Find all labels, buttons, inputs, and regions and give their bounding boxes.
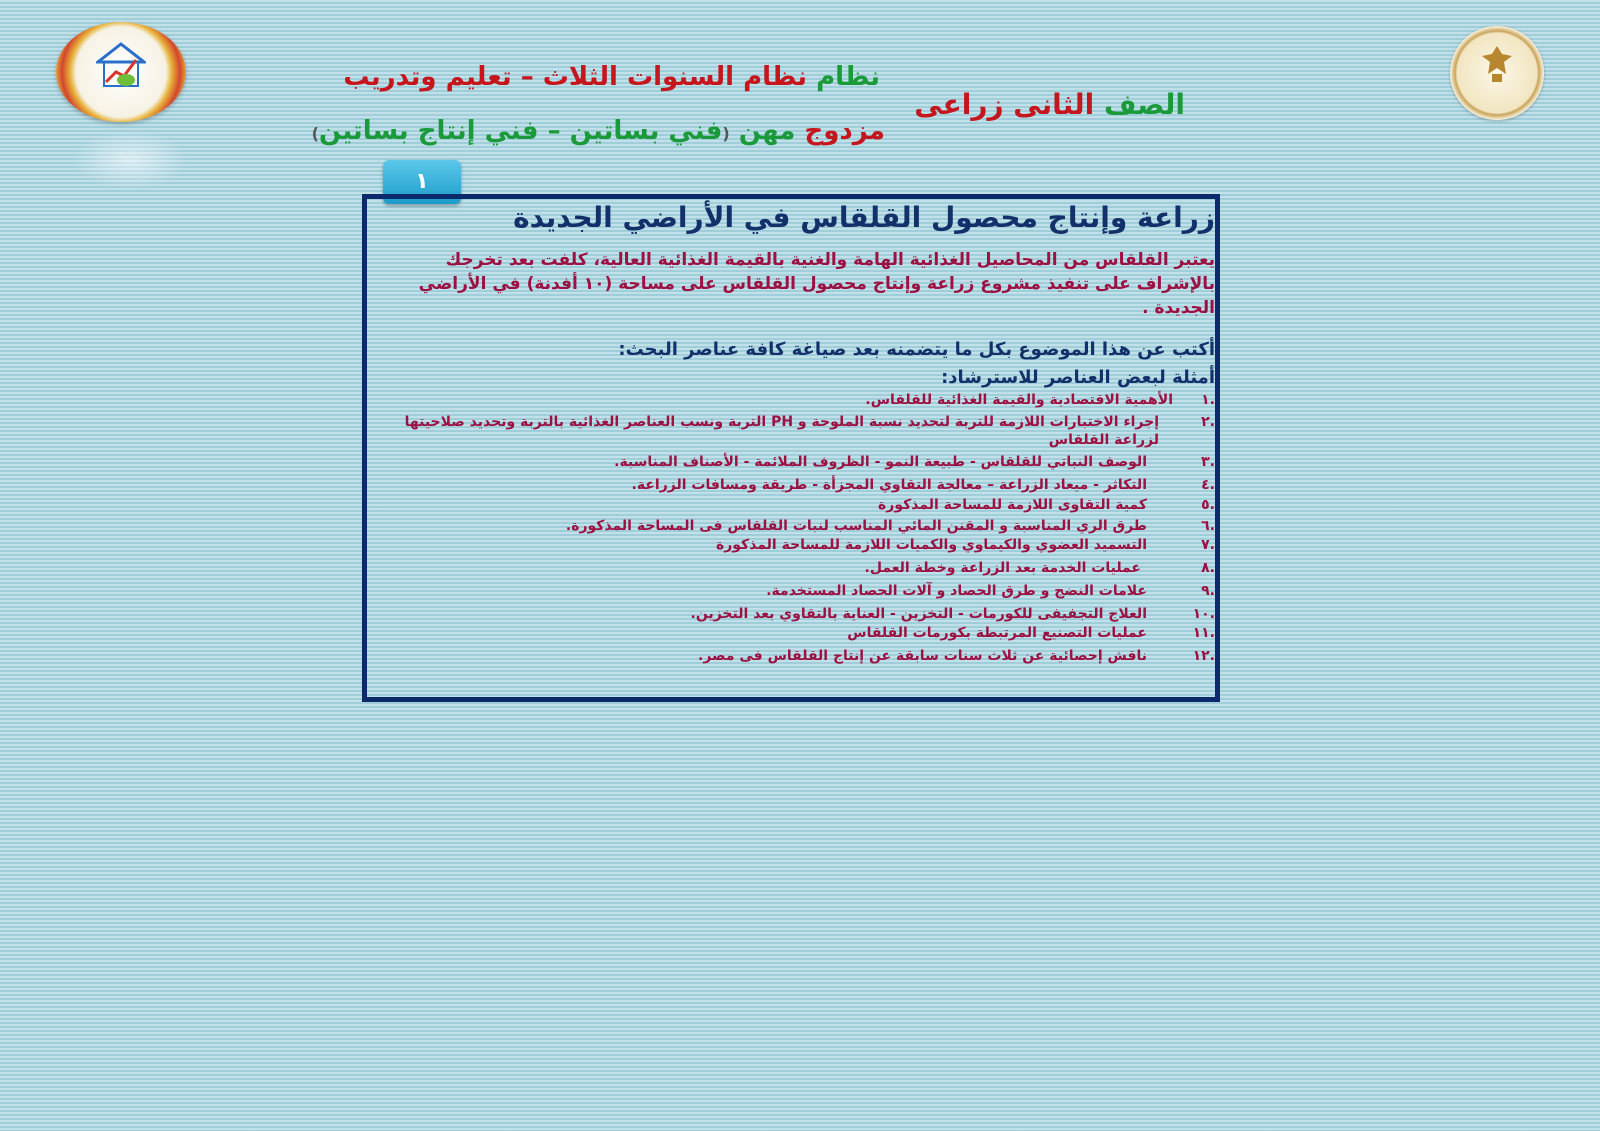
- item-text: كمية التقاوى اللازمة للمساحة المذكورة: [878, 497, 1147, 513]
- list-item: [380, 536, 1215, 554]
- item-text: إجراء الاختبارات اللازمة للتربة لتحديد نسبة الملوحة و PH التربة ونسب العناصر الغذائية بالتربة وتحديد صلاحيتها لزراعة القلقاس: [404, 414, 1159, 448]
- item-number: .٣: [1201, 454, 1215, 470]
- assignment-question: أكتب عن هذا الموضوع بكل ما يتضمنه بعد صياغة كافة عناصر البحث:: [618, 339, 1215, 360]
- list-item: [380, 624, 1215, 642]
- grade-name: الثانى زراعى: [914, 88, 1095, 121]
- list-item: [380, 517, 1215, 535]
- item-text: علامات النضج و طرق الحصاد و آلات الحصاد المستخدمة.: [766, 583, 1147, 599]
- paren-open: (: [722, 124, 730, 143]
- technical-education-logo-icon: [56, 22, 186, 122]
- list-item: [380, 496, 1215, 514]
- decorative-shadow: [70, 130, 190, 190]
- item-text: طرق الري المناسبة و المقنن المائي المناسب لنبات القلقاس فى المساحة المذكورة.: [565, 518, 1147, 534]
- professions-word: مهن: [738, 116, 796, 146]
- assignment-intro: يعتبر القلقاس من المحاصيل الغذائية الهامة والغنية بالقيمة الغذائية العالية، كلفت بعد تخرجك بالإشراف على تنفيذ مشروع زراعة وإنتاج محصول القلقاس على مساحة (١٠ أفدنة) في الأراضي الجديدة .: [418, 250, 1215, 318]
- item-text: عمليات الخدمة بعد الزراعة وخطة العمل.: [864, 560, 1141, 576]
- grade-word: الصف: [1103, 88, 1185, 121]
- elements-list: [380, 391, 1215, 665]
- assignment-title: زراعة وإنتاج محصول القلقاس في الأراضي الجديدة: [513, 201, 1215, 234]
- item-number: .١٢: [1192, 648, 1215, 664]
- specializations: فني بساتين – فني إنتاج بساتين: [318, 116, 723, 146]
- house-chart-icon: [96, 42, 146, 90]
- assignment-number-tab: ١: [383, 160, 461, 204]
- item-number: .٦: [1201, 518, 1215, 534]
- item-number: .٥: [1201, 497, 1215, 513]
- list-item: [380, 453, 1215, 471]
- item-text: الوصف النباتي للقلقاس - طبيعة النمو - الظروف الملائمة - الأصناف المناسبة.: [614, 454, 1147, 470]
- item-number: .٢: [1201, 414, 1215, 430]
- paren-close: ): [311, 124, 319, 143]
- item-text: التكاثر - ميعاد الزراعة – معالجة التقاوي المجزأة - طريقة ومسافات الزراعة.: [631, 477, 1147, 493]
- list-item: [380, 605, 1215, 623]
- grade-title: [914, 88, 1185, 121]
- item-number: .٨: [1201, 560, 1215, 576]
- item-text: ناقش إحصائية عن ثلاث سنات سابقة عن إنتاج القلقاس فى مصر.: [698, 648, 1147, 664]
- eagle-icon: [1480, 44, 1514, 84]
- examples-heading: أمثلة لبعض العناصر للاسترشاد:: [941, 367, 1215, 388]
- item-text: عمليات التصنيع المرتبطة بكورمات القلقاس: [847, 625, 1147, 641]
- list-item: [380, 413, 1215, 449]
- system-title-line-2: [311, 116, 885, 146]
- item-number: .٧: [1201, 537, 1215, 553]
- list-item: [380, 559, 1215, 577]
- system-word: نظام: [816, 62, 880, 92]
- item-text: العلاج التجفيفى للكورمات - التخزين - العناية بالتقاوي بعد التخزين.: [690, 606, 1147, 622]
- item-number: .١: [1201, 392, 1215, 408]
- item-text: التسميد العضوي والكيماوي والكميات اللازمة للمساحة المذكورة: [715, 537, 1147, 553]
- assignment-content: [380, 198, 1215, 665]
- ministry-of-education-seal-icon: [1450, 26, 1544, 120]
- list-item: [380, 476, 1215, 494]
- dual-word: مزدوج: [804, 116, 885, 146]
- item-number: .١٠: [1192, 606, 1215, 622]
- system-description: نظام السنوات الثلاث – تعليم وتدريب: [343, 62, 808, 92]
- item-number: .٩: [1201, 583, 1215, 599]
- item-number: .١١: [1192, 625, 1215, 641]
- list-item: [380, 647, 1215, 665]
- list-item: [380, 582, 1215, 600]
- item-text: الأهمية الاقتصادية والقيمة الغذائية للقلقاس.: [865, 392, 1173, 408]
- system-title-line-1: [343, 62, 880, 92]
- list-item: [380, 391, 1215, 409]
- item-number: .٤: [1201, 477, 1215, 493]
